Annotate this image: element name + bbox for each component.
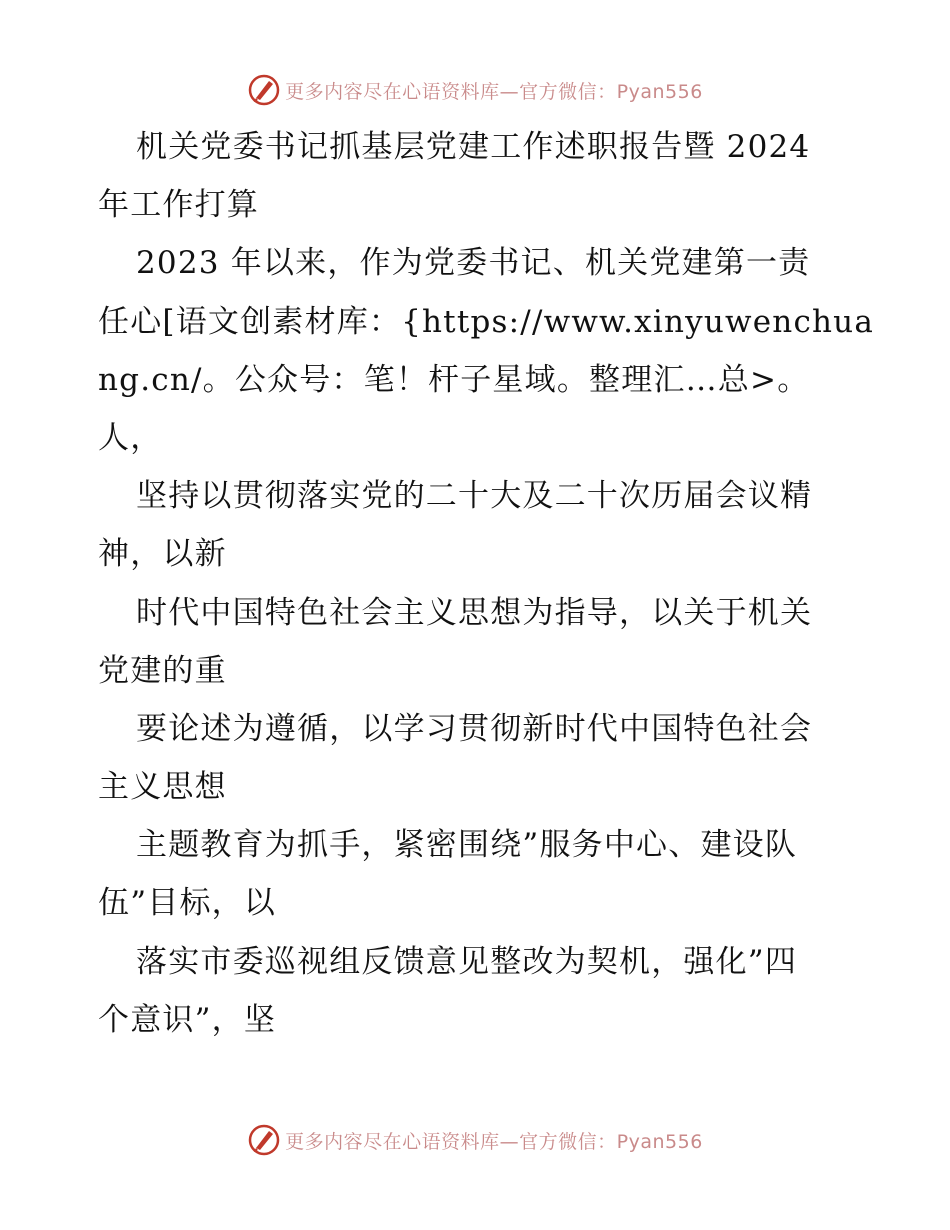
quill-pen-logo-icon <box>247 1123 281 1157</box>
header-banner <box>0 70 950 110</box>
title-line: 机关党委书记抓基层党建工作述职报告暨 2024 <box>136 129 811 165</box>
quill-pen-logo-icon <box>247 73 281 107</box>
paragraph-line: 2023 年以来，作为党委书记、机关党建第一责 <box>136 245 811 282</box>
paragraph-line: 神，以新 <box>98 536 227 573</box>
paragraph-line: 坚持以贯彻落实党的二十大及二十次历届会议精 <box>136 478 813 515</box>
paragraph-line: 主义思想 <box>98 769 227 806</box>
paragraph-line: 伍”目标，以 <box>98 885 277 922</box>
paragraph-line: 要论述为遵循，以学习贯彻新时代中国特色社会 <box>136 710 813 747</box>
footer-banner-text: 更多内容尽在心语资料库—官方微信：Pyan556 <box>285 1130 703 1153</box>
footer-banner <box>0 1120 950 1160</box>
header-banner-text: 更多内容尽在心语资料库—官方微信：Pyan556 <box>285 80 703 103</box>
paragraph-line: 个意识”，坚 <box>98 1001 277 1038</box>
paragraph-line: 人， <box>98 419 163 456</box>
title-line: 年工作打算 <box>98 187 259 224</box>
paragraph-line: 时代中国特色社会主义思想为指导，以关于机关 <box>136 594 813 631</box>
paragraph-line: 任心[语文创素材库：{https://www.xinyuwenchua <box>98 303 875 340</box>
paragraph-line: 落实市委巡视组反馈意见整改为契机，强化”四 <box>136 943 798 980</box>
paragraph-line: 主题教育为抓手，紧密围绕”服务中心、建设队 <box>136 827 798 864</box>
paragraph-line: ng.cn/。公众号：笔！杆子星域。整理汇…总>。 <box>98 361 810 398</box>
paragraph-line: 党建的重 <box>98 652 227 689</box>
document-body <box>98 118 875 1049</box>
